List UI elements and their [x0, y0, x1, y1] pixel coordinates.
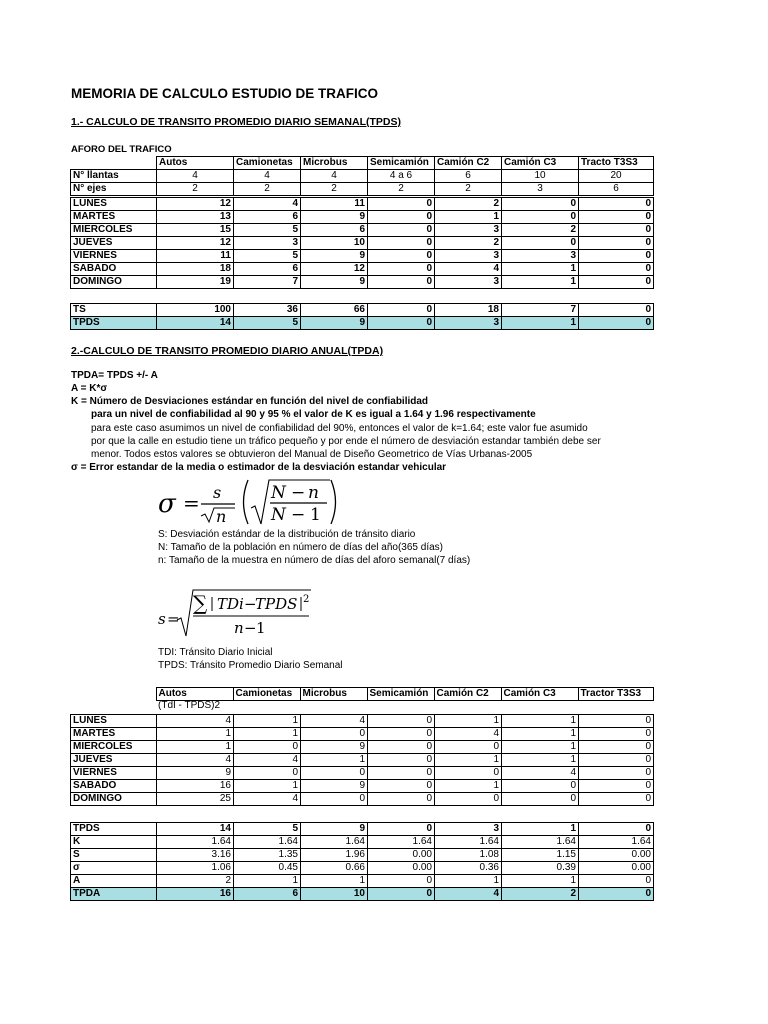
cell: 0: [502, 780, 579, 793]
aforo-label: AFORO DEL TRAFICO: [71, 144, 172, 155]
cell: 0: [579, 728, 654, 741]
cell: 0: [579, 317, 654, 330]
section1-heading: 1.- CALCULO DE TRANSITO PROMEDIO DIARIO SEMANAL(TPDS): [71, 116, 401, 128]
cell: 1.64: [368, 836, 435, 849]
f2-sum: ∑: [193, 591, 208, 615]
cell: 6: [234, 888, 301, 901]
row-label: TPDS: [71, 317, 157, 330]
cell: 2: [502, 888, 579, 901]
cell: 0: [368, 780, 435, 793]
cell: 100: [157, 304, 234, 317]
cell: 9: [301, 317, 368, 330]
table-row: [71, 728, 654, 741]
table-row: [71, 715, 654, 728]
table-row: [71, 849, 654, 862]
cell: 1: [301, 754, 368, 767]
cell: 0.45: [234, 862, 301, 875]
cell: 4: [234, 754, 301, 767]
cell: Camión C2: [434, 688, 501, 701]
row-label: TS: [71, 304, 157, 317]
table-row: [71, 276, 654, 289]
row-label: S: [71, 849, 157, 862]
cell: 1.64: [157, 836, 234, 849]
cell: 4: [157, 170, 234, 183]
cell: 1: [157, 728, 234, 741]
cell: 0: [579, 211, 654, 224]
cell: 0: [368, 250, 435, 263]
table-row: [71, 304, 654, 317]
cell: 0: [368, 263, 435, 276]
f1-paren-left: [244, 480, 249, 524]
cell: 0: [435, 767, 502, 780]
cell: 1: [435, 754, 502, 767]
cell: 12: [157, 198, 234, 211]
cell: 6: [435, 170, 502, 183]
cell: 1: [502, 823, 579, 836]
explanation-line3: menor. Todos estos valores se obtuvieron del Manual de Diseño Geometrico de Vías Urbanas-2005: [91, 449, 533, 460]
cell: Autos: [157, 157, 234, 170]
cell: 25: [157, 793, 234, 806]
cell: 16: [157, 888, 234, 901]
cell: Camionetas: [234, 157, 301, 170]
table-row: [71, 211, 654, 224]
f1-n-top: n: [308, 483, 319, 503]
cell: 0: [368, 728, 435, 741]
explanation-line2: por que la calle en estudio tiene un tráfico pequeño y por ende el número de desviación estandar también debe ser: [91, 436, 601, 447]
cell: 4: [234, 198, 301, 211]
cell: 11: [301, 198, 368, 211]
cell: Camión C3: [502, 157, 579, 170]
tpda-summary-table: [70, 822, 654, 901]
cell: 9: [301, 211, 368, 224]
cell: 0: [579, 741, 654, 754]
table-row: [71, 888, 654, 901]
cell: 0: [579, 875, 654, 888]
table-row: [71, 237, 654, 250]
cell: 10: [301, 888, 368, 901]
cell: 0: [579, 198, 654, 211]
cell: 0.39: [502, 862, 579, 875]
cell: 1: [435, 211, 502, 224]
cell: 0: [579, 715, 654, 728]
cell: 0: [579, 888, 654, 901]
cell: Tracto T3S3: [579, 157, 654, 170]
cell: 1.64: [579, 836, 654, 849]
row-label: LUNES: [71, 198, 157, 211]
sigma-formula: [155, 476, 345, 528]
cell: 5: [234, 823, 301, 836]
f2-one: 1: [256, 619, 266, 637]
cell: 0.00: [579, 862, 654, 875]
table-row: [71, 793, 654, 806]
cell: 0: [368, 875, 435, 888]
cell: 0: [579, 823, 654, 836]
cell: 0: [579, 276, 654, 289]
cell: 0: [579, 767, 654, 780]
cell: 0: [368, 198, 435, 211]
table-row: [71, 224, 654, 237]
cell: 0: [502, 198, 579, 211]
cell: 0: [368, 317, 435, 330]
cell: 5: [234, 250, 301, 263]
cell: 20: [579, 170, 654, 183]
table-row: [71, 263, 654, 276]
cell: 7: [502, 304, 579, 317]
f2-tpds: TPDS: [255, 595, 298, 613]
table-row: [71, 862, 654, 875]
deviation-table: [70, 714, 654, 806]
cell: 1: [301, 875, 368, 888]
s-formula: [156, 588, 316, 640]
cell: 6: [579, 183, 654, 196]
tpda-equation: TPDA= TPDS +/- A: [71, 370, 158, 381]
cell: 2: [301, 183, 368, 196]
cell: 9: [157, 767, 234, 780]
cell: 1: [234, 728, 301, 741]
cell: 9: [301, 823, 368, 836]
cell: 0: [368, 237, 435, 250]
cell: 12: [301, 263, 368, 276]
cell: 0: [301, 728, 368, 741]
cell: 3: [435, 823, 502, 836]
f2-equals: =: [167, 610, 180, 628]
row-label: σ: [71, 862, 157, 875]
cell: 2: [368, 183, 435, 196]
f1-s: s: [213, 483, 222, 502]
cell: 4: [157, 715, 234, 728]
cell: 6: [301, 224, 368, 237]
table-row: [71, 875, 654, 888]
cell: 4: [301, 715, 368, 728]
cell: 0: [368, 823, 435, 836]
table-row: [71, 754, 654, 767]
cell: 0: [435, 741, 502, 754]
cell: 1.08: [435, 849, 502, 862]
f1-n: n: [216, 507, 227, 526]
row-label: K: [71, 836, 157, 849]
cell: 9: [301, 276, 368, 289]
a-equation: A = K*σ: [71, 383, 108, 394]
cell: 7: [234, 276, 301, 289]
cell: 10: [502, 170, 579, 183]
cell: Tractor T3S3: [578, 688, 653, 701]
row-label: DOMINGO: [71, 276, 157, 289]
cell: 0: [368, 754, 435, 767]
cell: 1: [502, 728, 579, 741]
cell: 3: [234, 237, 301, 250]
cell: 4: [301, 170, 368, 183]
cell: 0: [579, 780, 654, 793]
cell: 1.15: [502, 849, 579, 862]
cell: 19: [157, 276, 234, 289]
cell: 0: [502, 237, 579, 250]
cell: 0: [368, 224, 435, 237]
cell: 0.66: [301, 862, 368, 875]
cell: 1: [157, 741, 234, 754]
cell: Semicamión: [368, 157, 435, 170]
row-label: LUNES: [71, 715, 157, 728]
row-label: MARTES: [71, 728, 157, 741]
cell: 15: [157, 224, 234, 237]
cell: 1: [502, 715, 579, 728]
row-label: TPDS: [71, 823, 157, 836]
cell: 2: [502, 224, 579, 237]
cell: 5: [234, 317, 301, 330]
table-row: [71, 741, 654, 754]
f1-minus-bottom: −: [291, 505, 306, 525]
f1-equals: =: [183, 491, 200, 515]
cell: 0: [579, 793, 654, 806]
cell: 0: [368, 888, 435, 901]
row-label: DOMINGO: [71, 793, 157, 806]
cell: 2: [435, 198, 502, 211]
f2-s: s: [158, 610, 166, 628]
cell: 0: [579, 304, 654, 317]
cell: 3: [435, 250, 502, 263]
cell: Microbus: [300, 688, 367, 701]
cell: 18: [157, 263, 234, 276]
row-label: VIERNES: [71, 767, 157, 780]
deviation-header-table: [70, 687, 654, 701]
cell: 1.96: [301, 849, 368, 862]
cell: 0: [368, 276, 435, 289]
cell: 3: [435, 317, 502, 330]
table-row: [71, 767, 654, 780]
document-title: MEMORIA DE CALCULO ESTUDIO DE TRAFICO: [71, 86, 378, 101]
ts-tpds-table: [70, 303, 654, 330]
table-row: [71, 823, 654, 836]
cell: Autos: [156, 688, 233, 701]
cell: 3: [435, 224, 502, 237]
cell: 0: [368, 715, 435, 728]
f1-N-bottom: N: [271, 505, 286, 525]
cell: 36: [234, 304, 301, 317]
table-row: [71, 836, 654, 849]
cell: 3: [435, 276, 502, 289]
cell: 1.64: [301, 836, 368, 849]
cell: 0: [502, 793, 579, 806]
row-label: SABADO: [71, 780, 157, 793]
cell: 10: [301, 237, 368, 250]
row-label: MIERCOLES: [71, 224, 157, 237]
row-label: SABADO: [71, 263, 157, 276]
cell: 9: [301, 741, 368, 754]
ejes-label: N° ejes: [71, 183, 157, 196]
cell: 4: [435, 728, 502, 741]
f2-minus: −: [244, 595, 257, 613]
cell: 0: [579, 250, 654, 263]
cell: 2: [435, 183, 502, 196]
aforo-header-table: [70, 156, 654, 196]
cell: 0.00: [579, 849, 654, 862]
cell: 4: [502, 767, 579, 780]
cell: 4: [435, 263, 502, 276]
cell: 1: [502, 741, 579, 754]
row-label: MARTES: [71, 211, 157, 224]
cell: 0: [368, 741, 435, 754]
section2-heading: 2.-CALCULO DE TRANSITO PROMEDIO DIARIO ANUAL(TPDA): [71, 345, 384, 357]
cell: 2: [234, 183, 301, 196]
cell: 1.64: [234, 836, 301, 849]
cell: 4: [157, 754, 234, 767]
row-label: JUEVES: [71, 754, 157, 767]
row-label: JUEVES: [71, 237, 157, 250]
def-s: S: Desviación estándar de la distribución de tránsito diario: [158, 529, 416, 540]
cell: 3.16: [157, 849, 234, 862]
f2-square: 2: [303, 594, 310, 605]
cell: 4: [234, 793, 301, 806]
cell: 4: [435, 888, 502, 901]
cell: 1.64: [435, 836, 502, 849]
cell: 3: [502, 183, 579, 196]
table-row: [71, 317, 654, 330]
cell: 3: [502, 250, 579, 263]
cell: 1: [435, 715, 502, 728]
cell: Microbus: [301, 157, 368, 170]
cell: 14: [157, 317, 234, 330]
cell: 0: [579, 754, 654, 767]
def-tdi: TDI: Tránsito Diario Inicial: [158, 647, 273, 658]
cell: 0: [502, 211, 579, 224]
cell: 0.00: [368, 849, 435, 862]
cell: 1: [234, 780, 301, 793]
cell: 1: [234, 715, 301, 728]
k-definition: K = Número de Desviaciones estándar en función del nivel de confiabilidad: [71, 396, 429, 407]
cell: 1.64: [502, 836, 579, 849]
cell: 0: [234, 767, 301, 780]
cell: 14: [157, 823, 234, 836]
cell: 1: [502, 875, 579, 888]
table-row: [71, 198, 654, 211]
cell: 1: [435, 780, 502, 793]
sigma-definition: σ = Error estandar de la media o estimador de la desviación estandar vehicular: [71, 462, 447, 473]
cell: 0: [368, 211, 435, 224]
cell: 6: [234, 263, 301, 276]
f1-one: 1: [310, 505, 321, 525]
def-N: N: Tamaño de la población en número de días del año(365 días): [158, 542, 444, 553]
cell: 4 a 6: [368, 170, 435, 183]
f2-minus2: −: [244, 619, 257, 637]
cell: 0.36: [435, 862, 502, 875]
k-values-text: para un nivel de confiabilidad al 90 y 95 % el valor de K es igual a 1.64 y 1.96 respectivamente: [91, 409, 536, 420]
deviation-sublabel: (TdI - TPDS)2: [158, 700, 221, 711]
cell: 0: [579, 224, 654, 237]
cell: Camionetas: [233, 688, 300, 701]
table-row: [71, 780, 654, 793]
cell: 0: [301, 793, 368, 806]
cell: 0: [368, 767, 435, 780]
cell: 0: [234, 741, 301, 754]
cell: 0: [368, 304, 435, 317]
cell: Camión C3: [501, 688, 578, 701]
cell: 1.06: [157, 862, 234, 875]
f1-N-top: N: [271, 483, 286, 503]
cell: 13: [157, 211, 234, 224]
cell: 0: [579, 237, 654, 250]
row-label: TPDA: [71, 888, 157, 901]
cell: 5: [234, 224, 301, 237]
cell: 1: [502, 276, 579, 289]
f1-minus-top: −: [291, 483, 306, 503]
cell: 1.35: [234, 849, 301, 862]
row-label: VIERNES: [71, 250, 157, 263]
f1-paren-right: [331, 480, 336, 524]
cell: 0: [435, 793, 502, 806]
cell: 1: [502, 754, 579, 767]
cell: 66: [301, 304, 368, 317]
cell: 1: [502, 263, 579, 276]
weekly-count-table: [70, 197, 654, 289]
f2-n: n: [234, 619, 244, 637]
cell: 11: [157, 250, 234, 263]
cell: 6: [234, 211, 301, 224]
table-row: [71, 250, 654, 263]
cell: 18: [435, 304, 502, 317]
cell: 2: [435, 237, 502, 250]
cell: 1: [234, 875, 301, 888]
row-label: MIERCOLES: [71, 741, 157, 754]
def-n: n: Tamaño de la muestra en número de días del aforo semanal(7 días): [158, 555, 471, 566]
cell: 9: [301, 250, 368, 263]
cell: 2: [157, 183, 234, 196]
cell: 1: [435, 875, 502, 888]
cell: 2: [157, 875, 234, 888]
cell: 12: [157, 237, 234, 250]
cell: Camión C2: [435, 157, 502, 170]
row-label: A: [71, 875, 157, 888]
cell: 0: [579, 263, 654, 276]
def-tpds: TPDS: Tránsito Promedio Diario Semanal: [158, 660, 343, 671]
cell: 0: [301, 767, 368, 780]
cell: Semicamión: [367, 688, 434, 701]
cell: 16: [157, 780, 234, 793]
cell: 9: [301, 780, 368, 793]
cell: 4: [234, 170, 301, 183]
cell: 0: [368, 793, 435, 806]
cell: 1: [502, 317, 579, 330]
llantas-label: N° llantas: [71, 170, 157, 183]
explanation-line1: para este caso asumimos un nivel de confiabilidad del 90%, entonces el valor de k=1.64; este valor fue asumido: [91, 423, 588, 434]
f2-tdi: TDi: [217, 595, 244, 613]
cell: 0.00: [368, 862, 435, 875]
f1-sigma: σ: [158, 489, 176, 519]
